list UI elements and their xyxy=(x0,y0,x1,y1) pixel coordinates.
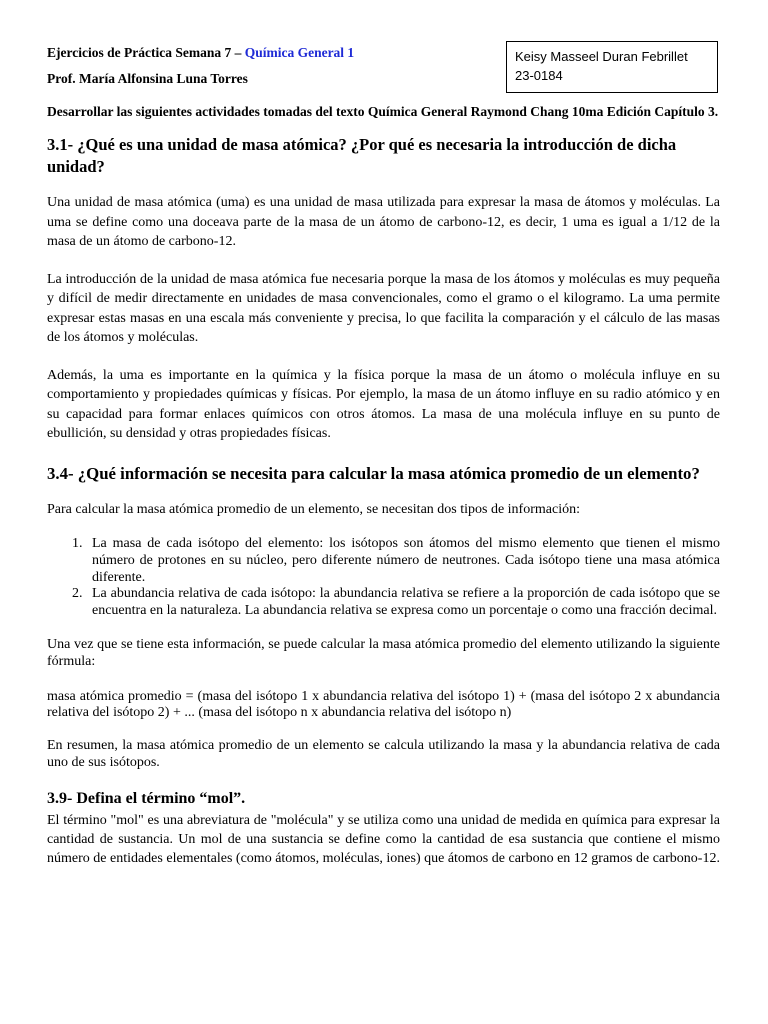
question-heading-3-1: 3.1- ¿Qué es una unidad de masa atómica? ¿Por qué es necesaria la introducción de dicha unidad? xyxy=(47,135,677,176)
student-info-box xyxy=(506,41,718,93)
instructions-text: Desarrollar las siguientes actividades tomadas del texto Química General Raymond Chang 10ma Edición Capítulo 3. xyxy=(47,104,719,119)
list-item xyxy=(47,536,720,586)
list-item-text: La masa de cada isótopo del elemento: los isótopos son átomos del mismo elemento que tienen el mismo número de protones en su núcleo, pero diferente número de neutrones. Cada isótopo tiene una masa atómica diferente. xyxy=(92,536,720,585)
course-name: Química General 1 xyxy=(244,45,355,60)
student-id: 23-0184 xyxy=(515,68,563,83)
answer-paragraph: El término "mol" es una abreviatura de "molécula" y se utiliza como una unidad de medida en química para expresar la cantidad de sustancia. Un mol de una sustancia se define como la cantidad de esa sustancia que contiene el mismo número de entidades elementales (como átomos, moléculas, iones) que átomos de carbono en 12 gramos de carbono-12. xyxy=(47,812,720,867)
question-heading-3-4: 3.4- ¿Qué información se necesita para calcular la masa atómica promedio de un elemento? xyxy=(47,463,700,483)
list-item-number: 2. xyxy=(72,586,83,602)
answer-intro: Para calcular la masa atómica promedio de un elemento, se necesitan dos tipos de información: xyxy=(47,502,580,517)
answer-paragraph: Una vez que se tiene esta información, se puede calcular la masa atómica promedio del elemento utilizando la siguiente fórmula: xyxy=(47,636,720,669)
formula-text: masa atómica promedio = (masa del isótopo 1 x abundancia relativa del isótopo 1) + (masa del isótopo 2 x abundancia relativa del isótopo 2) + ... (masa del isótopo n x abundancia relativa del isótopo n) xyxy=(47,688,720,721)
numbered-list xyxy=(47,536,720,620)
question-heading-3-9: 3.9- Defina el término “mol”. xyxy=(47,789,246,807)
answer-paragraph: En resumen, la masa atómica promedio de un elemento se calcula utilizando la masa y la abundancia relativa de cada uno de sus isótopos. xyxy=(47,738,720,770)
professor-name: Prof. María Alfonsina Luna Torres xyxy=(47,71,248,86)
answer-paragraph: La introducción de la unidad de masa atómica fue necesaria porque la masa de los átomos y moléculas es muy pequeña y difícil de medir directamente en unidades de masa convencionales, como el gramo o el kilogramo. La uma permite expresar estas masas en una escala más conveniente y precisa, lo que facilita la comparación y el cálculo de las masas de los átomos y moléculas. xyxy=(47,271,720,345)
answer-paragraph: Una unidad de masa atómica (uma) es una unidad de masa utilizada para expresar la masa de átomos y moléculas. La uma se define como una doceava parte de la masa de un átomo de carbono-12, es decir, 1 uma es igual a 1/12 de la masa de un átomo de carbono-12. xyxy=(47,195,720,249)
answer-paragraph: Además, la uma es importante en la química y la física porque la masa de un átomo o molécula influye en su comportamiento y propiedades químicas y físicas. Por ejemplo, la masa de un átomo influye en su radio atómico y en su capacidad para formar enlaces químicos con otros átomos. La masa de una molécula influye en su punto de ebullición, su densidad y otras propiedades físicas. xyxy=(47,367,720,441)
list-item-number: 1. xyxy=(72,536,83,551)
assignment-title-prefix: Ejercicios de Práctica Semana 7 – xyxy=(47,45,245,60)
student-name: Keisy Masseel Duran Febrillet xyxy=(515,49,688,64)
list-item xyxy=(47,586,720,620)
list-item-text: La abundancia relativa de cada isótopo: la abundancia relativa se refiere a la proporción de cada isótopo que se encuentra en la naturaleza. La abundancia relativa se expresa como un porcentaje o como una fracción decimal. xyxy=(92,586,720,619)
document-page xyxy=(47,0,720,868)
